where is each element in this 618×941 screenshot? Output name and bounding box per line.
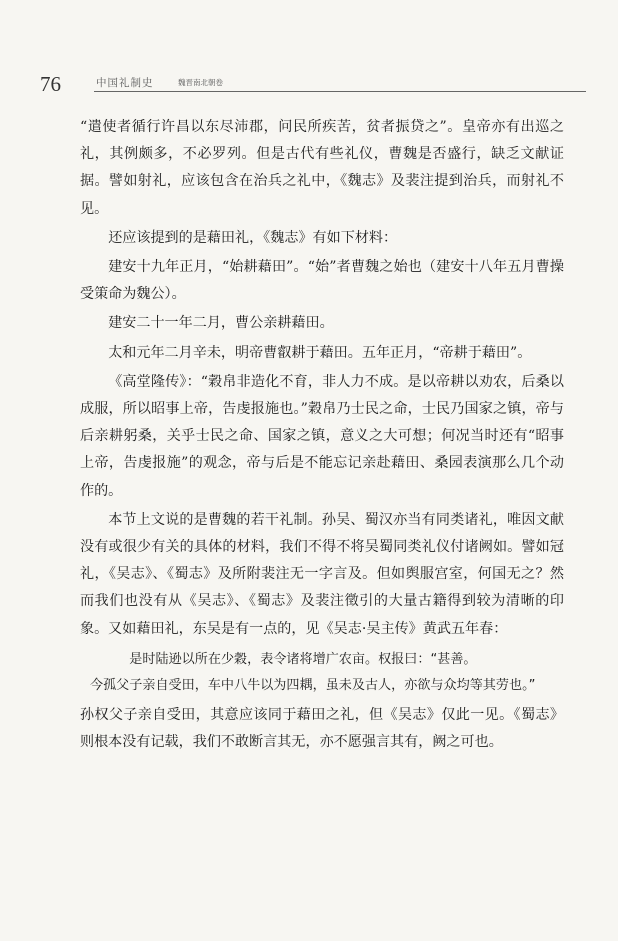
block-quote-first-line: 是时陆逊以所在少穀，表令诸将增广农亩。权报曰：“甚善。 bbox=[129, 651, 477, 667]
paragraph-taihe: 太和元年二月辛未，明帝曹叡耕于藉田。五年正月，“帝耕于藉田”。 bbox=[108, 344, 532, 361]
block-quote bbox=[80, 647, 564, 699]
block-quote-rest: 今孤父子亲自受田，车中八牛以为四耦，虽未及古人，亦欲与众均等其劳也。” bbox=[90, 677, 536, 693]
paragraph-jitian-intro: 还应该提到的是藉田礼，《魏志》有如下材料： bbox=[108, 229, 398, 246]
paragraph-gaotang-long: 《高堂隆传》：“穀帛非造化不育，非人力不成。是以帝耕以劝农，后桑以成服，所以昭事上帝，告虔报施也。”穀帛乃士民之命，士民乃国家之镇，帝与后亲耕躬桑，关乎士民之命、国家之镇，意义之大可想；何况当时还有“昭事上帝，告虔报施”的观念，帝与后是不能忘记亲赴藉田、桑园表演那么几个动作的。 bbox=[80, 373, 564, 499]
chapter-title: 魏晋南北朝卷 bbox=[178, 78, 223, 87]
paragraph-jianan-19: 建安十九年正月，“始耕藉田”。“始”者曹魏之始也（建安十八年五月曹操受策命为魏公）。 bbox=[80, 259, 564, 303]
paragraph-continuation: “遣使者循行许昌以东尽沛郡，问民所疾苦，贫者振贷之”。皇帝亦有出巡之礼，其例颇多，不必罗列。但是古代有些礼仪，曹魏是否盛行，缺乏文献证据。譬如射礼，应该包含在治兵之礼中，《魏志》及裴注提到治兵，而射礼不见。 bbox=[80, 119, 564, 217]
book-title: 中国礼制史 bbox=[96, 77, 154, 89]
paragraph-jianan-21: 建安二十一年二月，曹公亲耕藉田。 bbox=[108, 315, 334, 332]
body-text bbox=[80, 114, 564, 758]
paragraph-closing: 孙权父子亲自受田，其意应该同于藉田之礼，但《吴志》仅此一见。《蜀志》则根本没有记载，我们不敢断言其无，亦不愿强言其有，阙之可也。 bbox=[80, 706, 564, 751]
page-number: 76 bbox=[40, 72, 61, 96]
paragraph-wu-shu: 本节上文说的是曹魏的若干礼制。孙吴、蜀汉亦当有同类诸礼，唯因文献没有或很少有关的具体的材料，我们不得不将吴蜀同类礼仪付诸阙如。譬如冠礼，《吴志》、《蜀志》及所附裴注无一字言及。但如舆服宫室，何国无之？然而我们也没有从《吴志》、《蜀志》及裴注徵引的大量古籍得到较为清晰的印象。又如藉田礼，东吴是有一点的，见《吴志·吴主传》黄武五年春： bbox=[80, 511, 564, 637]
header-rule bbox=[94, 91, 586, 92]
